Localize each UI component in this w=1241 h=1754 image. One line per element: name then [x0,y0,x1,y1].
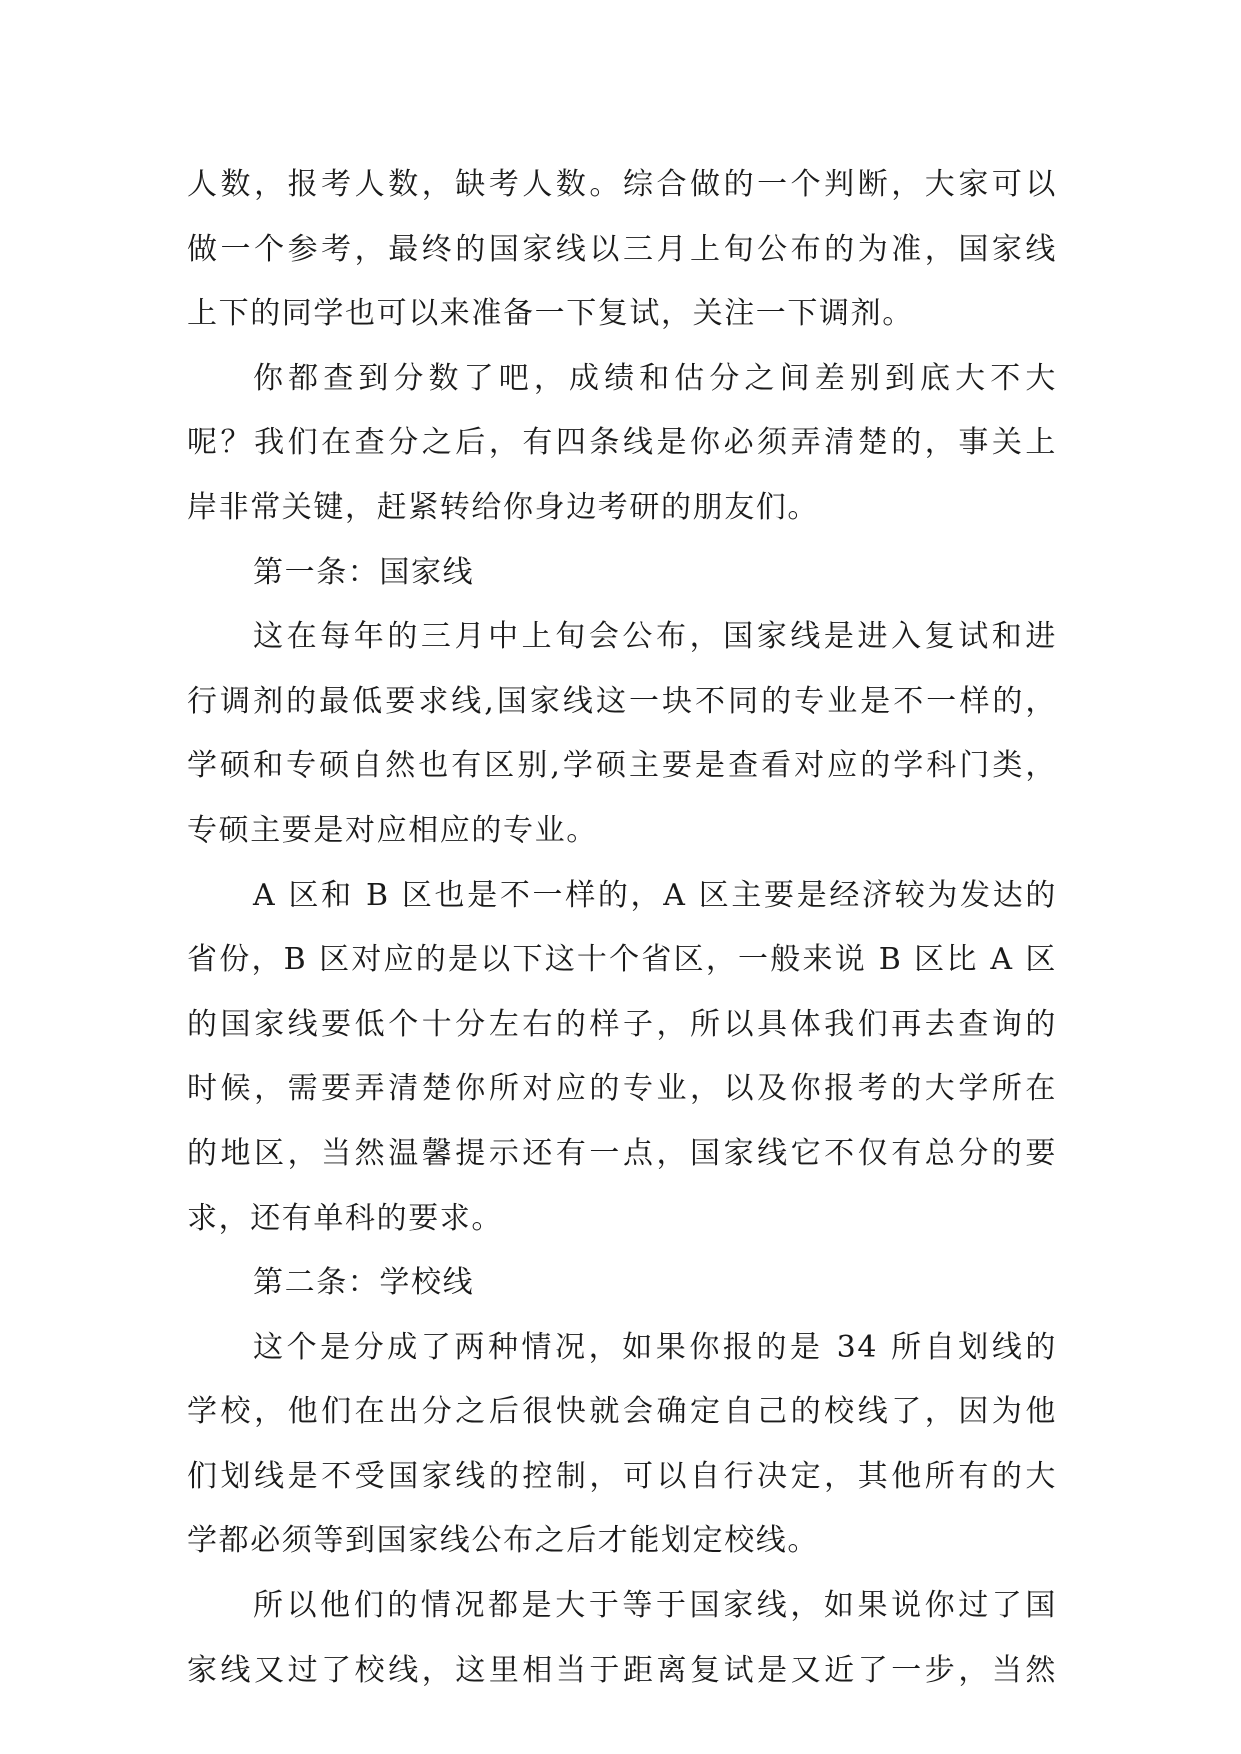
text-line: 学硕和专硕自然也有区别,学硕主要是查看对应的学科门类， [187,748,1057,784]
text-line: 做一个参考，最终的国家线以三月上旬公布的为准，国家线 [187,231,1057,267]
text-line: A 区和 B 区也是不一样的，A 区主要是经济较为发达的 [253,877,1057,913]
text-line: 家线又过了校线，这里相当于距离复试是又近了一步，当然 [187,1652,1057,1688]
text-line: 时候，需要弄清楚你所对应的专业，以及你报考的大学所在 [187,1071,1057,1107]
text-line: 行调剂的最低要求线,国家线这一块不同的专业是不一样的， [187,683,1057,719]
text-line: 上下的同学也可以来准备一下复试，关注一下调剂。 [187,296,914,332]
text-line: 第二条：学校线 [253,1265,475,1301]
text-line: 学校，他们在出分之后很快就会确定自己的校线了，因为他 [187,1394,1057,1430]
text-line: 们划线是不受国家线的控制，可以自行决定，其他所有的大 [187,1458,1057,1494]
text-line: 所以他们的情况都是大于等于国家线，如果说你过了国 [253,1588,1057,1624]
text-line: 的国家线要低个十分左右的样子，所以具体我们再去查询的 [187,1006,1057,1042]
text-line: 你都查到分数了吧，成绩和估分之间差别到底大不大 [253,360,1057,396]
text-line: 求，还有单科的要求。 [187,1200,503,1236]
text-line: 第一条：国家线 [253,554,475,590]
text-line: 的地区，当然温馨提示还有一点，国家线它不仅有总分的要 [187,1135,1057,1171]
text-line: 人数，报考人数，缺考人数。综合做的一个判断，大家可以 [187,167,1057,202]
text-line: 学都必须等到国家线公布之后才能划定校线。 [187,1523,819,1559]
text-line: 省份，B 区对应的是以下这十个省区，一般来说 B 区比 A 区 [187,942,1057,978]
text-line: 呢？我们在查分之后，有四条线是你必须弄清楚的，事关上 [187,425,1057,461]
text-line: 专硕主要是对应相应的专业。 [187,812,598,848]
text-line: 岸非常关键，赶紧转给你身边考研的朋友们。 [187,489,819,525]
document-body [187,153,1057,1703]
text-line: 这个是分成了两种情况，如果你报的是 34 所自划线的 [253,1329,1057,1365]
text-line: 这在每年的三月中上旬会公布，国家线是进入复试和进 [253,619,1057,655]
